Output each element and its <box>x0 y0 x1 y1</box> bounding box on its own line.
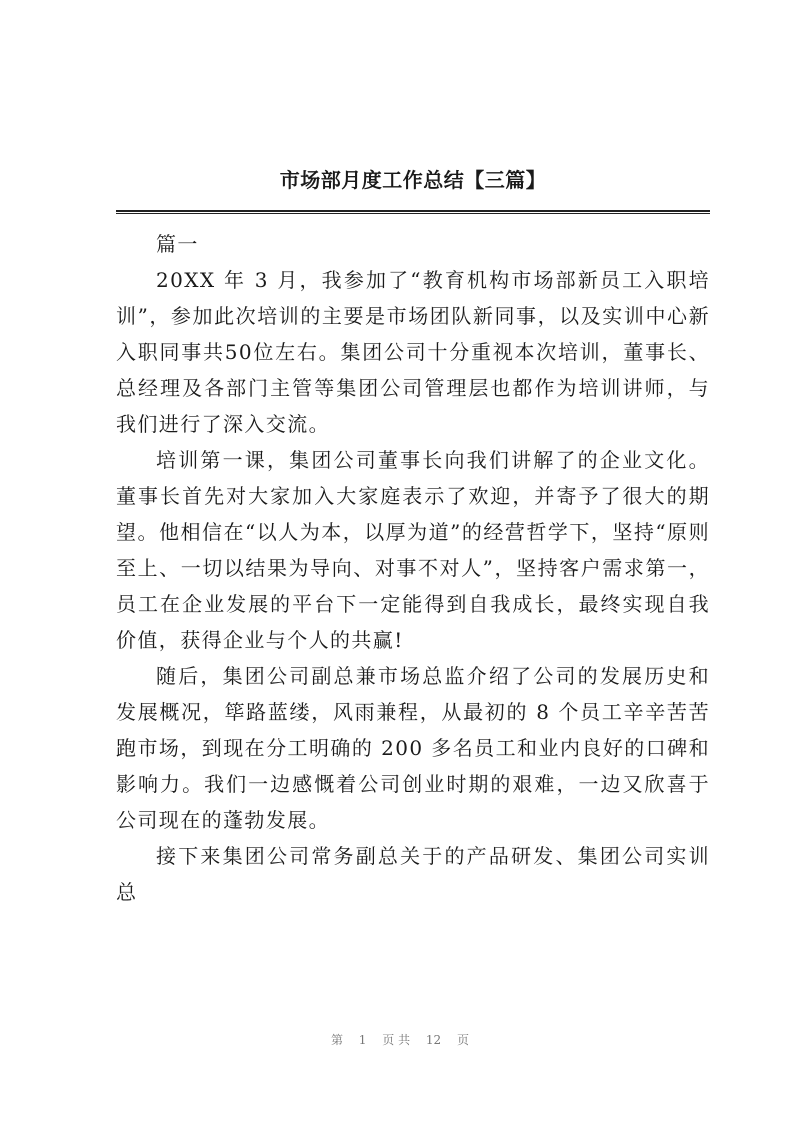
footer-label-pages: 页 <box>457 1033 470 1047</box>
footer-current-page: 1 <box>358 1033 367 1047</box>
paragraph: 培训第一课，集团公司董事长向我们讲解了的企业文化。董事长首先对大家加入大家庭表示了欢迎，并寄予了很大的期望。他相信在“以人为本，以厚为道”的经营哲学下，坚持“原则至上、一切以结果为导向、对事不对人”，坚持客户需求第一，员工在企业发展的平台下一定能得到自我成长，最终实现自我价值，获得企业与个人的共赢! <box>116 448 710 652</box>
section-heading: 篇一 <box>156 232 199 256</box>
footer-label-page: 第 <box>330 1033 343 1047</box>
footer-label-of: 页 共 <box>382 1033 411 1047</box>
title-divider <box>116 210 710 214</box>
paragraph: 随后，集团公司副总兼市场总监介绍了公司的发展历史和发展概况，筚路蓝缕，风雨兼程，从最初的 8 个员工辛辛苦苦跑市场，到现在分工明确的 200 多名员工和业内良好的口碑和影响力。我们一边感慨着公司创业时期的艰难，一边又欣喜于公司现在的蓬勃发展。 <box>116 664 710 832</box>
paragraph: 接下来集团公司常务副总关于的产品研发、集团公司实训总 <box>116 844 710 904</box>
footer-total-pages: 12 <box>425 1033 442 1047</box>
document-title: 市场部月度工作总结【三篇】 <box>279 168 547 192</box>
document-body <box>116 226 710 910</box>
page-footer <box>0 1031 800 1048</box>
paragraph: 20XX 年 3 月，我参加了“教育机构市场部新员工入职培训”，参加此次培训的主要是市场团队新同事，以及实训中心新入职同事共50位左右。集团公司十分重视本次培训，董事长、总经理及各部门主管等集团公司管理层也都作为培训讲师，与我们进行了深入交流。 <box>116 268 710 436</box>
